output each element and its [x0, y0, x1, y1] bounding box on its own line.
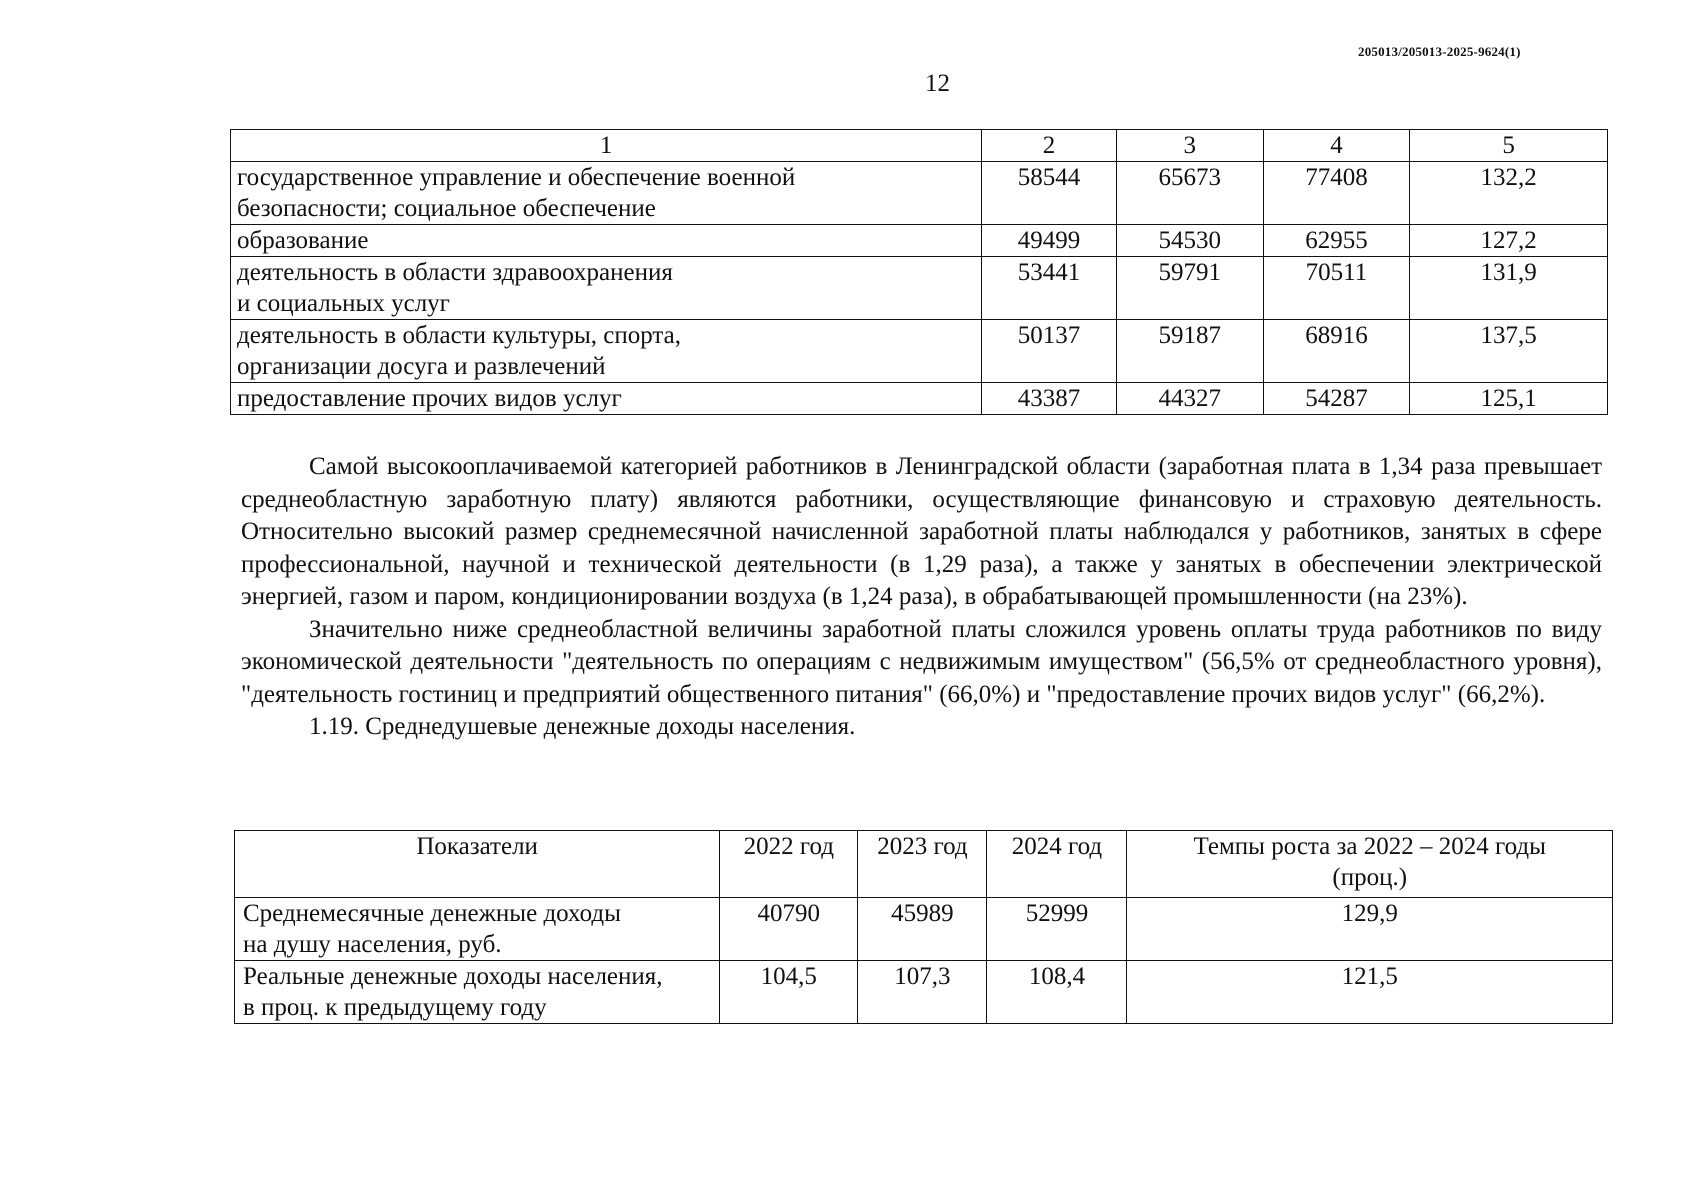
header-cell: 2 — [982, 130, 1117, 162]
table-row — [235, 898, 1613, 961]
value-cell: 125,1 — [1410, 383, 1608, 415]
table-header-row — [235, 831, 1613, 898]
row-label: Реальные денежные доходы населения, в проц. к предыдущему году — [235, 961, 720, 1024]
header-cell: 2023 год — [858, 831, 987, 898]
header-cell: Темпы роста за 2022 – 2024 годы (проц.) — [1127, 831, 1613, 898]
row-label: государственное управление и обеспечение военной безопасности; социальное обеспечение — [231, 162, 982, 225]
value-cell: 137,5 — [1410, 320, 1608, 383]
paragraph: Самой высокооплачиваемой категорией работников в Ленинградской области (заработная плата в 1,34 раза превышает среднеобластную заработную плату) являются работники, осуществляющие финансовую и страховую деятельность. Относительно высокий размер среднемесячной начисленной заработной платы наблюдался у работников, занятых в сфере профессиональной, научной и технической деятельности (в 1,29 раза), а также у занятых в обеспечении электрической энергией, газом и паром, кондиционировании воздуха (в 1,24 раза), в обрабатывающей промышленности (на 23%). — [241, 453, 1602, 610]
wages-by-activity-table — [230, 129, 1608, 415]
row-label: Среднемесячные денежные доходы на душу населения, руб. — [235, 898, 720, 961]
document-id: 205013/205013-2025-9624(1) — [1358, 44, 1521, 59]
value-cell: 127,2 — [1410, 225, 1608, 257]
value-cell: 68916 — [1263, 320, 1410, 383]
value-cell: 70511 — [1263, 257, 1410, 320]
header-cell: 3 — [1116, 130, 1263, 162]
value-cell: 44327 — [1116, 383, 1263, 415]
paragraph: Значительно ниже среднеобластной величины заработной платы сложился уровень оплаты труда работников по виду экономической деятельности "деятельность по операциям с недвижимым имуществом" (56,5% от среднеобластного уровня), "деятельность гостиниц и предприятий общественного питания" (66,0%) и "предоставление прочих видов услуг" (66,2%). — [241, 615, 1602, 708]
value-cell: 49499 — [982, 225, 1117, 257]
header-cell: 4 — [1263, 130, 1410, 162]
table-row — [231, 225, 1608, 257]
value-cell: 58544 — [982, 162, 1117, 225]
value-cell: 54287 — [1263, 383, 1410, 415]
value-cell: 50137 — [982, 320, 1117, 383]
header-cell: 2024 год — [987, 831, 1127, 898]
header-cell: Показатели — [235, 831, 720, 898]
row-label: образование — [231, 225, 982, 257]
header-cell: 2022 год — [720, 831, 858, 898]
value-cell: 53441 — [982, 257, 1117, 320]
value-cell: 65673 — [1116, 162, 1263, 225]
value-cell: 107,3 — [858, 961, 987, 1024]
table-row — [235, 961, 1613, 1024]
section-heading: 1.19. Среднедушевые денежные доходы населения. — [309, 713, 856, 740]
table-row — [231, 383, 1608, 415]
value-cell: 121,5 — [1127, 961, 1613, 1024]
row-label: деятельность в области здравоохранения и социальных услуг — [231, 257, 982, 320]
row-label: предоставление прочих видов услуг — [231, 383, 982, 415]
table-row — [231, 320, 1608, 383]
value-cell: 40790 — [720, 898, 858, 961]
value-cell: 108,4 — [987, 961, 1127, 1024]
body-text — [241, 451, 1602, 744]
value-cell: 131,9 — [1410, 257, 1608, 320]
value-cell: 129,9 — [1127, 898, 1613, 961]
value-cell: 45989 — [858, 898, 987, 961]
value-cell: 59791 — [1116, 257, 1263, 320]
header-cell: 5 — [1410, 130, 1608, 162]
value-cell: 54530 — [1116, 225, 1263, 257]
value-cell: 43387 — [982, 383, 1117, 415]
page-number: 12 — [925, 70, 950, 97]
table-row — [231, 257, 1608, 320]
table-row — [231, 162, 1608, 225]
value-cell: 59187 — [1116, 320, 1263, 383]
row-label: деятельность в области культуры, спорта, организации досуга и развлечений — [231, 320, 982, 383]
value-cell: 77408 — [1263, 162, 1410, 225]
value-cell: 104,5 — [720, 961, 858, 1024]
value-cell: 62955 — [1263, 225, 1410, 257]
income-table — [234, 830, 1613, 1024]
table-header-row — [231, 130, 1608, 162]
value-cell: 52999 — [987, 898, 1127, 961]
value-cell: 132,2 — [1410, 162, 1608, 225]
header-cell: 1 — [231, 130, 982, 162]
